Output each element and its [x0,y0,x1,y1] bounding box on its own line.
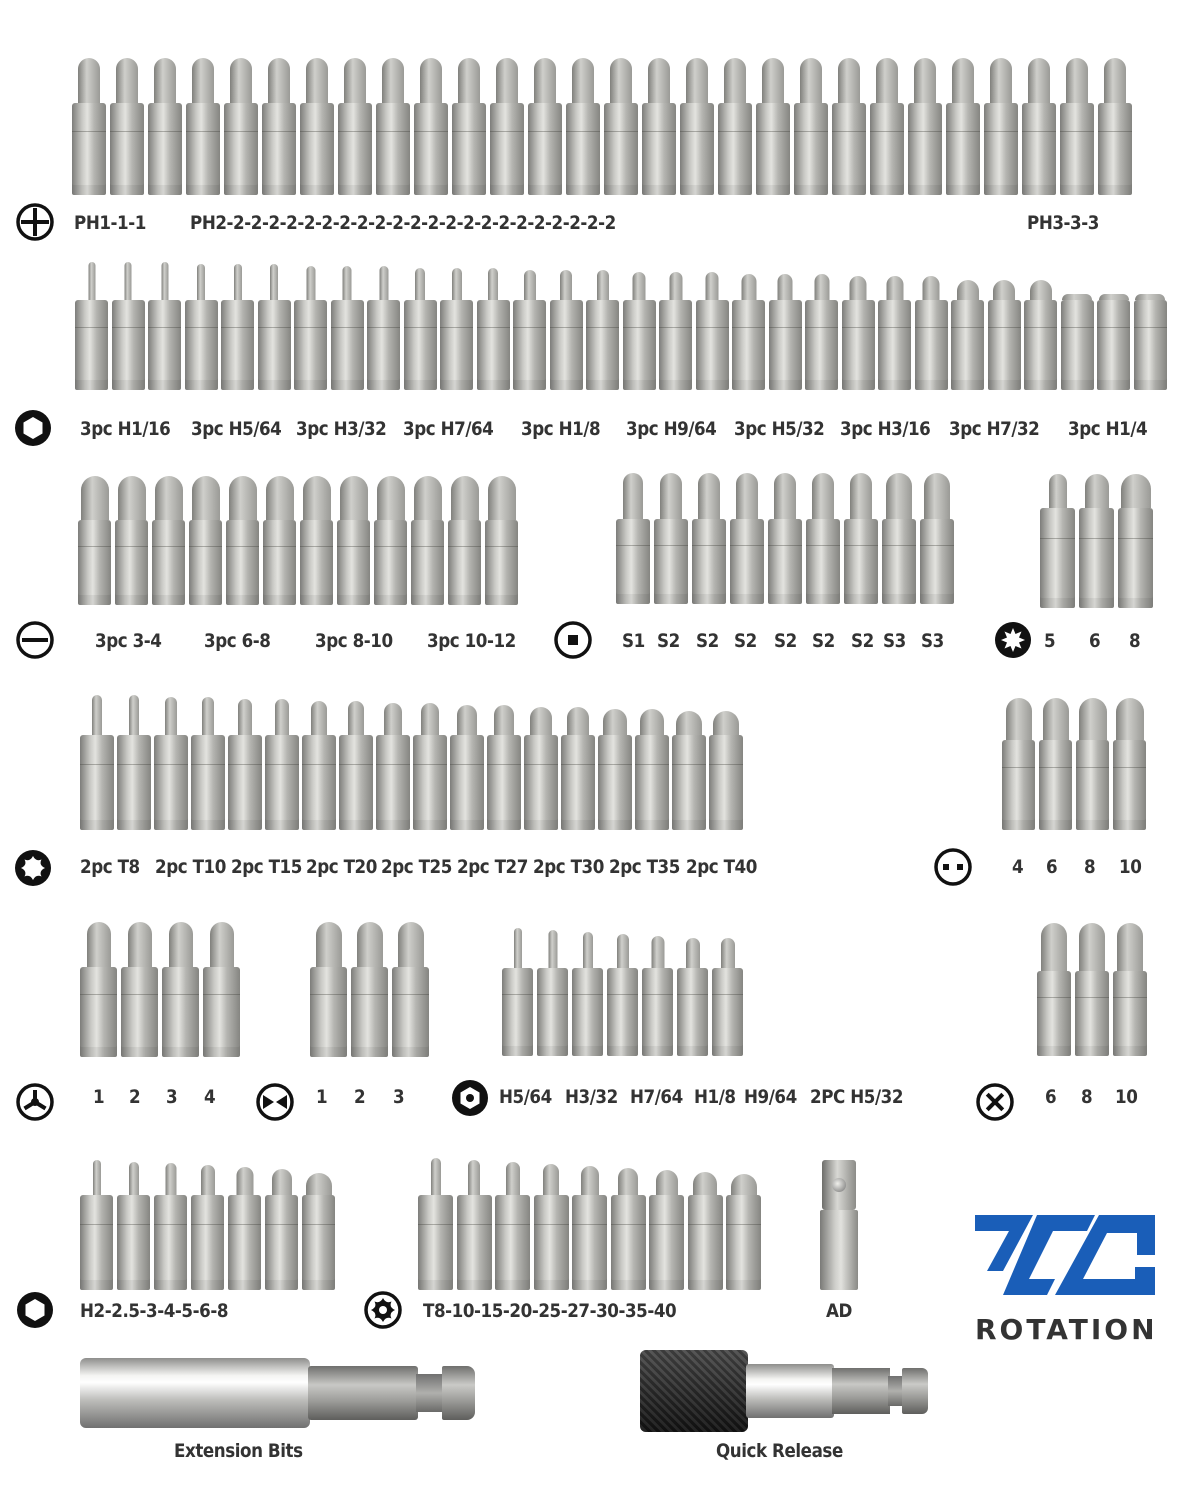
security-hex-symbol-icon [450,1078,490,1118]
square-label: S2 [774,630,797,652]
socket-adapter [820,1160,858,1290]
hex-label: 3pc H3/32 [296,418,387,440]
hex-bit [185,300,218,390]
triple-square-bit [1040,508,1075,608]
torx-bit [561,735,595,830]
security-hex-label: H3/32 [565,1086,618,1108]
security-torx-bit [534,1195,569,1290]
torx-symbol-icon [13,848,53,888]
torx-bits-row [80,695,748,830]
hex-bit [951,300,984,390]
metric-hex-bit [80,1195,113,1290]
hex-bit [294,300,327,390]
hex-bit [842,300,875,390]
hex-label: 3pc H9/64 [626,418,717,440]
tri-wing-symbol-icon [15,1082,55,1122]
phillips-bit [490,103,524,195]
hex-bit [148,300,181,390]
hex-bit [1134,300,1167,390]
torx-label: 2pc T20 [306,856,377,878]
phillips-bit [1060,103,1094,195]
torx-bit [672,735,706,830]
torq-set-label: 2 [354,1086,366,1108]
triple-square-label: 6 [1089,630,1101,652]
square-bits-row [616,472,956,604]
torx-label: 2pc T10 [155,856,226,878]
slotted-bit [374,520,407,605]
tri-wing-label: 3 [166,1086,178,1108]
phillips-label-ph2: PH2-2-2-2-2-2-2-2-2-2-2-2-2-2-2-2-2-2-2-2-2-2-2 [190,212,616,234]
security-hex-bit [502,968,533,1056]
torx-bit [191,735,225,830]
security-torx-bit [418,1195,453,1290]
pozidriv-bit [1113,971,1147,1056]
security-torx-bit [572,1195,607,1290]
slotted-bit [411,520,444,605]
phillips-bit [908,103,942,195]
torx-label: 2pc T35 [609,856,680,878]
torq-set-label: 1 [316,1086,328,1108]
torx-bit [413,735,447,830]
rotation-logo [975,1215,1158,1346]
square-bit [692,519,726,604]
metric-hex-bit [302,1195,335,1290]
slotted-bit [263,520,296,605]
torx-label: 2pc T8 [80,856,140,878]
brand-name: ROTATION [975,1313,1158,1346]
spanner-label: 8 [1084,856,1096,878]
torx-bit [450,735,484,830]
torx-bit [265,735,299,830]
hex-label: 3pc H5/32 [734,418,825,440]
square-label: S3 [883,630,906,652]
square-label: S2 [812,630,835,652]
triple-square-symbol-icon [993,620,1033,660]
phillips-bit [262,103,296,195]
square-label: S2 [657,630,680,652]
tri-wing-bit [162,967,199,1057]
torq-set-bit [310,967,347,1057]
phillips-bit [72,103,106,195]
spanner-symbol-icon [933,847,973,887]
triple-square-bit [1079,508,1114,608]
hex-bit [404,300,437,390]
security-hex-bit [677,968,708,1056]
phillips-bits-row [72,55,1142,195]
pozidriv-bits-row [1037,922,1147,1056]
security-hex-bit [712,968,743,1056]
torq-set-bits-row [310,922,430,1057]
hex-label: 3pc H7/64 [403,418,494,440]
phillips-bit [794,103,828,195]
torx-bit [339,735,373,830]
torx-bit [80,735,114,830]
tri-wing-bit [80,967,117,1057]
pozidriv-bit [1075,971,1109,1056]
phillips-bit [224,103,258,195]
phillips-bit [984,103,1018,195]
phillips-bit [1022,103,1056,195]
hex-bits-row [75,262,1165,390]
slotted-symbol-icon [15,620,55,660]
torx-bit [302,735,336,830]
hex-label: 3pc H1/16 [80,418,171,440]
quick-release-holder [640,1350,930,1432]
metric-hex-symbol-icon [15,1290,55,1330]
phillips-bit [718,103,752,195]
security-torx-bits-row [418,1158,763,1290]
phillips-bit [1098,103,1132,195]
hex-bit [623,300,656,390]
triple-square-bits-row [1040,474,1155,608]
slotted-bit [448,520,481,605]
torq-set-bit [351,967,388,1057]
spanner-bit [1002,740,1035,830]
spanner-label: 10 [1119,856,1142,878]
hex-bit [769,300,802,390]
square-symbol-icon [553,620,593,660]
phillips-bit [604,103,638,195]
torx-label: 2pc T15 [231,856,302,878]
torx-bit [598,735,632,830]
phillips-bit [376,103,410,195]
security-hex-bit [607,968,638,1056]
hex-bit [75,300,108,390]
torx-label: 2pc T30 [533,856,604,878]
metric-hex-bit [117,1195,150,1290]
slotted-bit [300,520,333,605]
hex-label: 3pc H3/16 [840,418,931,440]
pozidriv-symbol-icon [975,1082,1015,1122]
security-torx-symbol-icon [363,1290,403,1330]
pozidriv-bit [1037,971,1071,1056]
phillips-symbol-icon [15,202,55,242]
slotted-label: 3pc 3-4 [95,630,162,652]
hex-label: 3pc H1/8 [521,418,601,440]
hex-bit [440,300,473,390]
hex-bit [550,300,583,390]
torx-bit [487,735,521,830]
tri-wing-bit [121,967,158,1057]
security-hex-label: H5/64 [499,1086,552,1108]
hex-bit [1061,300,1094,390]
metric-hex-label: H2-2.5-3-4-5-6-8 [80,1300,229,1322]
quick-release-label: Quick Release [716,1440,843,1462]
slotted-bit [485,520,518,605]
spanner-label: 6 [1046,856,1058,878]
extension-bit-holder [80,1358,475,1428]
security-hex-bit [537,968,568,1056]
security-hex-label: H9/64 [744,1086,797,1108]
spanner-bit [1076,740,1109,830]
phillips-bit [110,103,144,195]
security-hex-label: H1/8 [694,1086,736,1108]
hex-bit [1024,300,1057,390]
hex-bit [221,300,254,390]
security-torx-bit [726,1195,761,1290]
torq-set-label: 3 [393,1086,405,1108]
phillips-bit [756,103,790,195]
phillips-bit [148,103,182,195]
torq-set-symbol-icon [255,1082,295,1122]
torx-bit [228,735,262,830]
security-hex-bit [642,968,673,1056]
square-label: S1 [622,630,645,652]
triple-square-label: 8 [1129,630,1141,652]
metric-hex-bit [265,1195,298,1290]
slotted-bits-row [78,475,526,605]
square-bit [768,519,802,604]
slotted-bit [152,520,185,605]
hex-bit [1097,300,1130,390]
hex-bit [477,300,510,390]
slotted-label: 3pc 6-8 [204,630,271,652]
adapter-label: AD [826,1300,852,1322]
pozidriv-label: 8 [1081,1086,1093,1108]
hex-bit [112,300,145,390]
extension-bits-label: Extension Bits [174,1440,303,1462]
slotted-bit [226,520,259,605]
pozidriv-label: 6 [1045,1086,1057,1108]
security-torx-bit [688,1195,723,1290]
torx-bit [709,735,743,830]
metric-hex-bits-row [80,1160,335,1290]
tri-wing-bit [203,967,240,1057]
square-bit [844,519,878,604]
slotted-bit [115,520,148,605]
hex-bit [878,300,911,390]
triple-square-label: 5 [1044,630,1056,652]
phillips-bit [642,103,676,195]
torq-set-bit [392,967,429,1057]
square-bit [616,519,650,604]
phillips-bit [870,103,904,195]
security-hex-bits-row [502,928,747,1056]
hex-bit [513,300,546,390]
slotted-bit [189,520,222,605]
torx-label: 2pc T25 [381,856,452,878]
torx-bit [524,735,558,830]
phillips-bit [452,103,486,195]
pozidriv-label: 10 [1115,1086,1138,1108]
metric-hex-bit [191,1195,224,1290]
metric-hex-bit [154,1195,187,1290]
hex-bit [732,300,765,390]
hex-bit [659,300,692,390]
phillips-bit [300,103,334,195]
tri-wing-label: 4 [204,1086,216,1108]
spanner-bits-row [1002,695,1147,830]
security-torx-bit [611,1195,646,1290]
hex-bit [331,300,364,390]
slotted-bit [337,520,370,605]
phillips-label-ph1: PH1-1-1 [74,212,146,234]
triple-square-bit [1118,508,1153,608]
phillips-bit [566,103,600,195]
security-hex-bit [572,968,603,1056]
hex-bit [915,300,948,390]
hex-bit [586,300,619,390]
square-bit [806,519,840,604]
hex-bit [696,300,729,390]
tri-wing-label: 2 [129,1086,141,1108]
phillips-bit [680,103,714,195]
hex-bit [805,300,838,390]
square-label: S2 [696,630,719,652]
security-hex-label: 2PC H5/32 [810,1086,904,1108]
square-label: S2 [734,630,757,652]
security-torx-bit [495,1195,530,1290]
square-bit [654,519,688,604]
hex-bit [258,300,291,390]
square-label: S2 [851,630,874,652]
phillips-bit [946,103,980,195]
square-bit [920,519,954,604]
spanner-label: 4 [1012,856,1024,878]
torx-bit [117,735,151,830]
torx-bit [376,735,410,830]
spanner-bit [1113,740,1146,830]
phillips-bit [832,103,866,195]
security-hex-label: H7/64 [630,1086,683,1108]
metric-hex-bit [228,1195,261,1290]
slotted-label: 3pc 10-12 [427,630,516,652]
torx-label: 2pc T27 [457,856,528,878]
phillips-label-ph3: PH3-3-3 [1027,212,1099,234]
hex-label: 3pc H1/4 [1068,418,1148,440]
phillips-bit [186,103,220,195]
hex-bit [988,300,1021,390]
hex-label: 3pc H7/32 [949,418,1040,440]
spanner-bit [1039,740,1072,830]
square-label: S3 [921,630,944,652]
tri-wing-label: 1 [93,1086,105,1108]
hex-symbol-icon [13,408,53,448]
slotted-bit [78,520,111,605]
hex-label: 3pc H5/64 [191,418,282,440]
phillips-bit [414,103,448,195]
square-bit [882,519,916,604]
security-torx-bit [649,1195,684,1290]
security-torx-bit [457,1195,492,1290]
torx-bit [635,735,669,830]
square-bit [730,519,764,604]
phillips-bit [338,103,372,195]
slotted-label: 3pc 8-10 [315,630,393,652]
torx-bit [154,735,188,830]
security-torx-label: T8-10-15-20-25-27-30-35-40 [423,1300,677,1322]
phillips-bit [528,103,562,195]
torx-label: 2pc T40 [686,856,757,878]
tri-wing-bits-row [80,922,240,1057]
hex-bit [367,300,400,390]
